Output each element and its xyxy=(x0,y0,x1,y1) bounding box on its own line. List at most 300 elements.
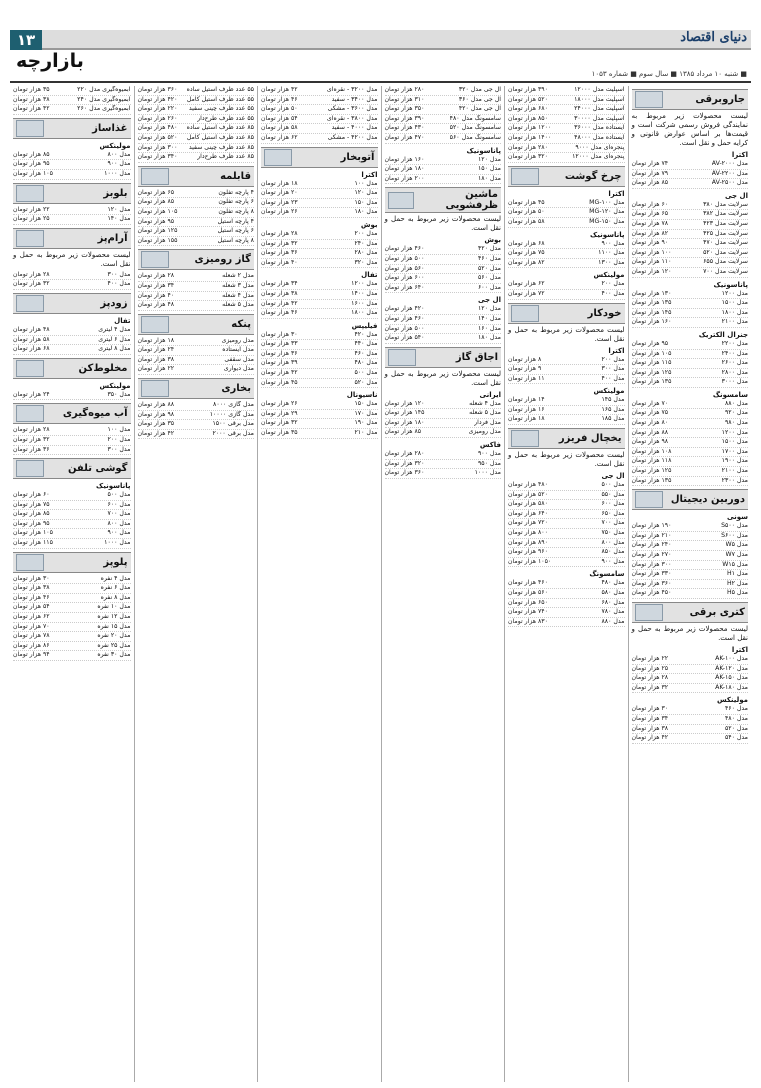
price-row xyxy=(385,284,502,294)
price-row xyxy=(632,201,749,211)
brand-subheading: تفال xyxy=(361,271,378,280)
price-row xyxy=(138,105,255,115)
price-row xyxy=(385,450,502,460)
product-price: ۲۸۰ هزار تومان xyxy=(384,86,425,93)
price-row xyxy=(508,618,625,628)
price-row xyxy=(13,436,131,446)
product-price: ۶۰ هزار تومان xyxy=(631,200,669,208)
product-price: ۱۲۰۰ هزار تومان xyxy=(508,124,552,132)
product-price: ۴۶۰ هزار تومان xyxy=(384,314,425,322)
price-row xyxy=(13,501,131,511)
category-header xyxy=(632,89,749,110)
price-row xyxy=(261,369,378,379)
product-name: مدل ۲۱۰ xyxy=(354,429,378,437)
product-price: ۳۰ هزار تومان xyxy=(13,574,50,582)
product-name: مدل ۵۲۰ xyxy=(354,378,378,386)
product-photo-icon xyxy=(141,251,169,268)
product-name: مدل ۵۲۰ xyxy=(477,264,501,272)
product-name: مدل ۱۴۵ xyxy=(601,396,625,404)
product-price: ۵۲۰ هزار تومان xyxy=(137,133,178,141)
date-line: ■ شنبه ۱۰ مرداد ۱۳۸۵ ■ سال سوم ■ شماره ۱۰۵۳ xyxy=(591,70,747,78)
product-name: مدل ۴ شعله xyxy=(469,399,501,407)
product-name: سرلایت مدل ۴۲۳ xyxy=(703,219,748,227)
price-row xyxy=(138,189,255,199)
price-column xyxy=(134,86,258,1082)
product-name: ۵۵ عدد ظرف چینی سفید xyxy=(188,105,254,113)
category-header xyxy=(385,347,502,368)
product-price: ۴۲۰ هزار تومان xyxy=(384,305,425,313)
product-price: ۱۲۰ هزار تومان xyxy=(384,399,425,407)
brand-subheading: سامسونگ xyxy=(712,390,748,399)
product-name: مدل فردار xyxy=(474,418,501,426)
category-header xyxy=(138,166,255,187)
product-price: ۱۳۵ هزار تومان xyxy=(631,378,672,386)
product-price: ۳۵ هزار تومان xyxy=(261,429,298,437)
product-price: ۱۴ هزار تومان xyxy=(508,396,545,404)
product-price: ۳۲۰ هزار تومان xyxy=(384,459,425,467)
category-header xyxy=(13,458,131,479)
product-price: ۶۵۰ هزار تومان xyxy=(508,598,548,606)
product-price: ۸۳۰ هزار تومان xyxy=(508,617,548,625)
product-name: مدل AV-۲۵۰۰ xyxy=(711,179,748,187)
product-name: مدل ۸۵۰ xyxy=(601,548,625,556)
category-title: یخچال فریزر xyxy=(558,433,622,445)
product-price: ۲۸ هزار تومان xyxy=(13,426,50,434)
product-price: ۶۲ هزار تومان xyxy=(508,280,545,288)
product-name: مدل ۴ شعله xyxy=(222,291,254,299)
product-name: مدل ۲ شعله xyxy=(222,272,254,280)
product-name: مدل ۱۴۰۰ xyxy=(351,289,378,297)
product-price: ۵۰۰ هزار تومان xyxy=(384,324,425,332)
price-row xyxy=(13,584,131,594)
product-price: ۴۲۰ هزار تومان xyxy=(137,95,178,103)
product-price: ۸۸ هزار تومان xyxy=(631,428,669,436)
price-row xyxy=(385,255,502,265)
product-name: مدل ۱۸۰۰ xyxy=(351,309,378,317)
price-row xyxy=(385,115,502,125)
brand-subheading: بوش xyxy=(484,236,501,245)
price-row xyxy=(13,446,131,456)
product-name: مدل ۱۶۰ xyxy=(477,324,501,332)
product-name: مدل ۱۰ نفره xyxy=(97,603,131,611)
product-name: ۸ پارچه استیل xyxy=(217,236,254,244)
product-price: ۵۸ هزار تومان xyxy=(508,217,545,225)
product-name: مدل برقی ۱۵۰۰ xyxy=(212,420,254,428)
product-photo-icon xyxy=(511,430,539,447)
product-name: مدل ۲۵ نفره xyxy=(97,641,131,649)
price-row xyxy=(508,115,625,125)
product-price: ۴۸۰ هزار تومان xyxy=(137,124,178,132)
product-price: ۵۰ هزار تومان xyxy=(261,105,298,113)
price-row xyxy=(261,400,378,410)
product-name: مدل ۶ نفره xyxy=(100,584,131,592)
product-price: ۷۵ هزار تومان xyxy=(13,500,50,508)
price-row xyxy=(261,359,378,369)
price-row xyxy=(385,175,502,185)
product-price: ۱۴۰۰ هزار تومان xyxy=(508,133,552,141)
product-name: مدل ۸۰۰ xyxy=(107,519,131,527)
product-name: مدل ۳ شعله xyxy=(222,281,254,289)
product-name: مدل ۱۸۰ xyxy=(477,174,501,182)
product-name: مدل ۶ لیتری xyxy=(98,335,131,343)
product-price: ۴۲ هزار تومان xyxy=(631,734,669,742)
category-title: گاز رومیزی xyxy=(194,254,251,266)
brand-subheading: ناسیونال xyxy=(346,391,378,400)
price-column xyxy=(10,86,134,1082)
product-name: سامسونگ مدل ۵۲۰ xyxy=(449,124,501,132)
product-price: ۲۵ هزار تومان xyxy=(631,664,669,672)
product-price: ۲۷۰ هزار تومان xyxy=(631,551,672,558)
product-price: ۴۸۰ هزار تومان xyxy=(508,481,548,489)
price-row xyxy=(261,189,378,199)
product-name: مدل ۱۲۰ xyxy=(477,305,501,313)
product-name: اسپلیت مدل ۱۲۰۰۰ xyxy=(574,86,625,93)
product-name: ۵۵ عدد ظرف طرح‌دار xyxy=(197,114,254,122)
price-column xyxy=(628,86,752,1082)
product-name: مدل برقی ۲۰۰۰ xyxy=(212,429,254,437)
product-price: ۵۸۰ هزار تومان xyxy=(508,500,548,508)
product-price: ۱۶ هزار تومان xyxy=(508,405,545,413)
price-row xyxy=(508,86,625,96)
product-price: ۳۶۰ هزار تومان xyxy=(631,579,672,587)
category-title: چرخ گوشت xyxy=(564,170,622,182)
price-row xyxy=(261,350,378,360)
product-name: مدل ۱۰۰۰ xyxy=(104,539,131,547)
category-header xyxy=(632,602,749,623)
product-name: مدل ۹۰۰ xyxy=(601,239,625,247)
product-name: پنجره‌ای مدل ۱۲۰۰۰ xyxy=(572,153,625,161)
product-name: پنجره‌ای مدل ۹۰۰۰ xyxy=(575,143,625,151)
price-row xyxy=(13,575,131,585)
product-price: ۵۶۰ هزار تومان xyxy=(384,264,425,272)
price-row xyxy=(385,245,502,255)
product-price: ۳۰۰ هزار تومان xyxy=(137,143,178,151)
price-row xyxy=(138,292,255,302)
brand-subheading: مولینکس xyxy=(593,271,625,280)
product-name: مدل S۵۰۰ xyxy=(721,522,748,530)
brand-subheading: اکترا xyxy=(608,346,625,355)
price-row xyxy=(138,218,255,228)
product-price: ۴۶ هزار تومان xyxy=(261,95,298,103)
product-name: مدل ۴ نفره xyxy=(100,574,131,582)
product-photo-icon xyxy=(635,491,663,508)
product-name: مدل ۱۸۰ xyxy=(354,208,378,216)
product-price: ۷۲۰ هزار تومان xyxy=(508,519,548,527)
price-row xyxy=(632,239,749,249)
product-price: ۳۵ هزار تومان xyxy=(13,86,50,93)
price-row xyxy=(13,613,131,623)
product-price: ۱۱ هزار تومان xyxy=(508,374,545,382)
product-name: مدل MG-۱۲۰ xyxy=(589,208,625,216)
product-price: ۴۰ هزار تومان xyxy=(261,258,298,266)
category-intro: لیست محصولات زیر مربوط به حمل و نقل است. xyxy=(631,624,748,642)
product-price: ۱۲۰ هزار تومان xyxy=(631,267,672,275)
product-price: ۲۴۰ هزار تومان xyxy=(631,541,672,549)
product-photo-icon xyxy=(635,91,663,108)
product-name: مدل ۱۸۵ xyxy=(601,415,625,423)
product-name: مدل ۱۵۰ xyxy=(354,198,378,206)
price-row xyxy=(13,105,131,115)
product-name: مدل W۱۵ xyxy=(722,560,748,568)
product-price: ۳۰۰ هزار تومان xyxy=(631,560,672,568)
product-photo-icon xyxy=(16,405,44,422)
category-title: پنکه xyxy=(231,318,251,330)
product-name: سرلایت مدل ۶۵۵ xyxy=(703,258,748,266)
product-price: ۲۰۰ هزار تومان xyxy=(384,174,425,182)
product-name: مدل ۱۵۰۰ xyxy=(721,299,748,307)
product-name: ۵۵ عدد ظرف استیل ساده xyxy=(186,86,254,93)
product-price: ۱۰۰ هزار تومان xyxy=(631,248,672,256)
brand-subheading: اکترا xyxy=(731,151,748,159)
brand-subheading: جنرال الکتریک xyxy=(698,330,748,339)
product-name: مدل ۳۵۰ xyxy=(107,390,131,398)
price-row xyxy=(632,438,749,448)
price-row xyxy=(508,280,625,290)
price-row xyxy=(632,705,749,715)
product-name: ۸۵ عدد ظرف استیل کامل xyxy=(186,133,254,141)
product-name: مدل ۱۶۵ xyxy=(601,405,625,413)
header-bar xyxy=(10,30,751,50)
price-row xyxy=(138,346,255,356)
product-name: مدل AK-۱۲۰ xyxy=(715,664,748,672)
product-name: مدل ۳۶۰۰ - مشکی xyxy=(327,105,378,113)
category-header xyxy=(13,552,131,573)
product-price: ۱۸ هزار تومان xyxy=(508,415,545,423)
product-name: مدل ۵ شعله xyxy=(222,301,254,309)
price-row xyxy=(508,259,625,269)
product-price: ۳۲ هزار تومان xyxy=(261,239,298,247)
price-row xyxy=(508,548,625,558)
product-name: مدل AV-۲۰۰۰ xyxy=(711,160,748,167)
product-name: مدل ۷۰۰ xyxy=(601,519,625,527)
price-row xyxy=(632,378,749,388)
product-name: مدل ۱۲ نفره xyxy=(97,613,131,621)
product-name: مدل ۶۸۰ xyxy=(601,598,625,606)
price-column xyxy=(504,86,628,1082)
price-row xyxy=(13,160,131,170)
price-row xyxy=(385,305,502,315)
product-name: ۶ پارچه استیل xyxy=(217,227,254,235)
category-title: گوشی تلفن xyxy=(67,463,128,475)
product-name: مدل ۲۶۰۰ xyxy=(721,359,748,367)
product-name: مدل ۳۲۰ xyxy=(354,258,378,266)
product-price: ۲۶ هزار تومان xyxy=(261,208,298,216)
price-row xyxy=(632,448,749,458)
product-price: ۹۸ هزار تومان xyxy=(137,410,175,418)
category-title: دوربین دیجیتال xyxy=(670,494,745,506)
price-row xyxy=(632,532,749,542)
category-header xyxy=(508,303,625,324)
price-row xyxy=(13,426,131,436)
product-name: ال جی مدل ۳۲۰ xyxy=(458,86,501,93)
masthead: دنیای اقتصاد xyxy=(680,30,747,45)
price-row xyxy=(138,153,255,163)
price-row xyxy=(508,510,625,520)
price-row xyxy=(13,86,131,96)
price-row xyxy=(138,86,255,96)
product-price: ۷۰ هزار تومان xyxy=(631,399,669,407)
product-price: ۸۵ هزار تومان xyxy=(631,179,669,187)
price-row xyxy=(385,325,502,335)
product-price: ۳۴ هزار تومان xyxy=(631,714,669,722)
product-name: مدل H۵ xyxy=(726,589,748,597)
product-name: مدل ۲۰۰ xyxy=(601,355,625,363)
category-intro: لیست محصولات زیر مربوط به حمل و نقل است. xyxy=(13,250,131,268)
price-row xyxy=(508,599,625,609)
product-name: ۵۵ عدد ظرف استیل کامل xyxy=(186,95,254,103)
price-row xyxy=(138,237,255,247)
price-row xyxy=(138,365,255,375)
product-name: مدل ۶۰۰ xyxy=(601,500,625,508)
price-row xyxy=(385,400,502,410)
product-name: مدل ۵۵۰ xyxy=(601,490,625,498)
category-title: جاروبرقی xyxy=(695,94,745,105)
product-price: ۳۹۰ هزار تومان xyxy=(508,86,548,93)
product-price: ۸۵۰ هزار تومان xyxy=(508,114,548,122)
brand-subheading: مولینکس xyxy=(716,696,748,705)
brand-subheading: بوش xyxy=(360,220,378,229)
product-name: مدل ۹۰۰ xyxy=(477,450,501,458)
product-price: ۴۲ هزار تومان xyxy=(261,369,298,377)
price-row xyxy=(632,290,749,300)
product-price: ۴۶ هزار تومان xyxy=(13,593,50,601)
product-name: مدل ۹۸۰ xyxy=(724,419,748,427)
product-price: ۳۳ هزار تومان xyxy=(261,340,298,348)
brand-subheading: پاناسونیک xyxy=(96,482,131,491)
product-name: مدل ۱۲۰۰ xyxy=(721,289,748,297)
product-price: ۷۲ هزار تومان xyxy=(508,289,545,297)
price-row xyxy=(385,165,502,175)
product-name: مدل ۴۲۰ xyxy=(477,245,501,253)
price-row xyxy=(508,500,625,510)
price-row xyxy=(261,180,378,190)
product-price: ۵۸ هزار تومان xyxy=(13,335,50,343)
price-row xyxy=(261,379,378,389)
product-name: مدل ۲۴۰۰ xyxy=(721,349,748,357)
product-price: ۴۸ هزار تومان xyxy=(13,325,50,333)
price-row xyxy=(632,580,749,590)
product-price: ۲۶ هزار تومان xyxy=(261,400,298,408)
product-price: ۳۵۰ هزار تومان xyxy=(384,105,425,113)
price-row xyxy=(13,326,131,336)
product-photo-icon xyxy=(16,120,44,137)
product-price: ۲۸ هزار تومان xyxy=(631,674,669,682)
category-title: بخاری xyxy=(221,383,251,395)
product-price: ۱۱۵ هزار تومان xyxy=(631,359,672,367)
price-row xyxy=(261,290,378,300)
price-row xyxy=(261,259,378,269)
price-row xyxy=(508,558,625,568)
price-row xyxy=(13,391,131,401)
product-name: مدل H۲ xyxy=(726,579,748,587)
product-name: مدل ۸۰۰ xyxy=(107,150,131,158)
product-name: مدل S۶۰۰ xyxy=(721,531,748,539)
price-row xyxy=(261,199,378,209)
product-price: ۴۶۰ هزار تومان xyxy=(508,579,548,587)
product-name: مدل ۵ شعله xyxy=(469,409,501,417)
product-name: مدل W۷ xyxy=(725,551,748,558)
price-row xyxy=(508,539,625,549)
product-name: مدل ۹۰۰ xyxy=(107,160,131,168)
product-price: ۲۵ هزار تومان xyxy=(13,215,50,223)
product-price: ۳۵ هزار تومان xyxy=(137,420,175,428)
product-name: مدل ۴۸۰ xyxy=(724,714,748,722)
product-price: ۳۰ هزار تومان xyxy=(631,705,669,713)
product-price: ۲۸۰ هزار تومان xyxy=(508,143,548,151)
category-intro: لیست محصولات زیر مربوط به حمل و نقل است. xyxy=(384,369,501,387)
product-name: مدل ۱۵۰ xyxy=(354,400,378,408)
price-row xyxy=(508,519,625,529)
price-row xyxy=(632,220,749,230)
product-name: مدل ۱۷۰۰ xyxy=(721,447,748,455)
price-row xyxy=(632,258,749,268)
product-name: اسپلیت مدل ۲۴۰۰۰ xyxy=(574,105,625,113)
product-name: مدل ۱۱۰۰ xyxy=(598,249,625,257)
brand-subheading: اکترا xyxy=(608,189,625,198)
price-row xyxy=(632,350,749,360)
category-header xyxy=(138,314,255,335)
product-price: ۳۶ هزار تومان xyxy=(261,249,298,257)
product-name: ۸۵ عدد ظرف طرح‌دار xyxy=(197,153,254,161)
product-price: ۲۲ هزار تومان xyxy=(137,365,175,373)
product-price: ۲۸ هزار تومان xyxy=(13,270,50,278)
product-name: مدل ۳۰۰۰ xyxy=(721,378,748,386)
price-row xyxy=(138,337,255,347)
price-row xyxy=(138,115,255,125)
product-name: مدل ۶۵۰ xyxy=(601,509,625,517)
product-name: مدل ۸ نفره xyxy=(100,593,131,601)
price-row xyxy=(385,105,502,115)
product-name: مدل سقفی xyxy=(224,355,254,363)
header-rule xyxy=(10,81,751,83)
price-row xyxy=(13,215,131,225)
product-price: ۳۰ هزار تومان xyxy=(261,330,298,338)
product-name: ایستاده مدل ۳۶۰۰۰ xyxy=(574,124,625,132)
product-name: مدل ۱۹۰ xyxy=(354,419,378,427)
product-name: مدل ۴۰۰۰ - سفید xyxy=(331,124,378,132)
price-row xyxy=(13,151,131,161)
brand-subheading: ایرانی xyxy=(479,390,501,399)
product-price: ۷۵ هزار تومان xyxy=(508,249,545,257)
product-price: ۵۸ هزار تومان xyxy=(261,124,298,132)
product-price: ۴۶ هزار تومان xyxy=(261,309,298,317)
product-name: مدل ۶۰۰ xyxy=(477,283,501,291)
product-name: مدل AK-۱۰۰ xyxy=(715,654,748,662)
price-row xyxy=(385,124,502,134)
product-name: سامسونگ مدل ۴۸۰ xyxy=(449,114,501,122)
price-columns xyxy=(10,86,751,1082)
category-header xyxy=(13,293,131,314)
product-price: ۹ هزار تومان xyxy=(508,365,542,373)
product-name: مدل گازی ۸۰۰۰ xyxy=(213,401,254,409)
product-photo-icon xyxy=(16,460,44,477)
price-row xyxy=(261,86,378,96)
price-row xyxy=(632,725,749,735)
product-name: مدل ۲۴۰ xyxy=(354,239,378,247)
price-row xyxy=(138,411,255,421)
price-row xyxy=(508,589,625,599)
price-row xyxy=(508,481,625,491)
category-title: زودپز xyxy=(100,297,128,309)
product-price: ۷۸ هزار تومان xyxy=(631,219,669,227)
price-row xyxy=(385,334,502,344)
price-row xyxy=(261,410,378,420)
brand-subheading: ال جی xyxy=(724,191,748,200)
product-price: ۹۰ هزار تومان xyxy=(631,239,669,247)
product-price: ۹۵ هزار تومان xyxy=(13,160,50,168)
price-row xyxy=(385,156,502,166)
product-price: ۲۴ هزار تومان xyxy=(13,390,50,398)
